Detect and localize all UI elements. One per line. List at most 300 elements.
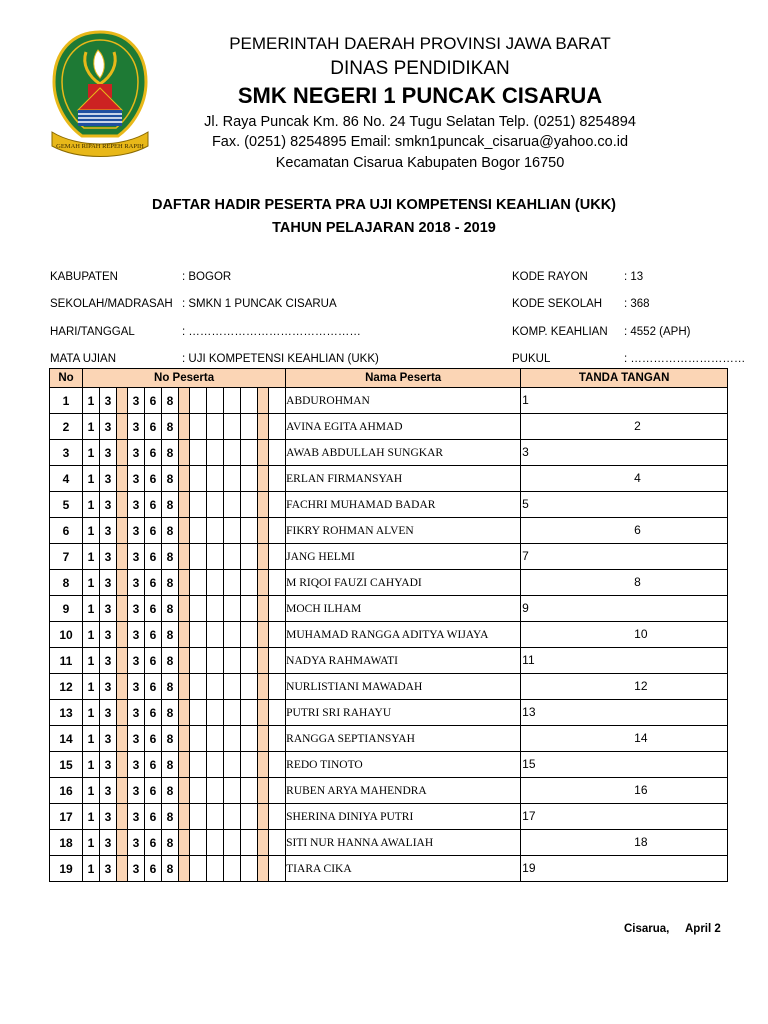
row-number: 18: [50, 830, 83, 856]
participant-number-digit: 3: [128, 440, 145, 466]
participant-number-digit: [179, 830, 190, 856]
participant-number-digit: [224, 648, 241, 674]
participant-number-digit: [179, 752, 190, 778]
participant-number-digit: [117, 440, 128, 466]
participant-number-digit: 3: [100, 830, 117, 856]
participant-number-digit: 6: [145, 388, 162, 414]
row-number: 3: [50, 440, 83, 466]
participant-number-digit: [190, 466, 207, 492]
participant-number-digit: 3: [100, 414, 117, 440]
participant-number-digit: [179, 518, 190, 544]
participant-number-digit: 1: [83, 752, 100, 778]
table-row: [50, 388, 728, 414]
participant-name: TIARA CIKA: [286, 856, 521, 882]
participant-number-digit: 6: [145, 830, 162, 856]
signature-number: 12: [634, 679, 648, 693]
participant-number-digit: 6: [145, 440, 162, 466]
participant-number-digit: 8: [162, 570, 179, 596]
provincial-emblem-logo: [48, 30, 152, 160]
participant-number-digit: [241, 700, 258, 726]
participant-number-digit: 6: [145, 700, 162, 726]
participant-number-digit: [190, 414, 207, 440]
participant-number-digit: [190, 726, 207, 752]
signature-cell[interactable]: [521, 726, 728, 752]
participant-number-digit: [190, 856, 207, 882]
row-number: 13: [50, 700, 83, 726]
table-row: [50, 648, 728, 674]
participant-number-digit: 8: [162, 830, 179, 856]
participant-number-digit: 8: [162, 726, 179, 752]
participant-number-digit: [190, 778, 207, 804]
row-number: 10: [50, 622, 83, 648]
document-subtitle: TAHUN PELAJARAN 2018 - 2019: [272, 220, 496, 236]
participant-number-digit: [207, 440, 224, 466]
table-row: [50, 622, 728, 648]
participant-number-digit: [207, 570, 224, 596]
participant-number-digit: [258, 622, 269, 648]
signature-number: 17: [522, 809, 536, 823]
participant-number-digit: [117, 778, 128, 804]
participant-number-digit: 8: [162, 752, 179, 778]
participant-number-digit: 1: [83, 830, 100, 856]
participant-number-digit: 3: [128, 570, 145, 596]
signature-cell[interactable]: [521, 518, 728, 544]
participant-number-digit: [224, 726, 241, 752]
participant-number-digit: 3: [128, 518, 145, 544]
participant-number-digit: 3: [128, 674, 145, 700]
table-row: [50, 544, 728, 570]
signature-cell[interactable]: [521, 570, 728, 596]
participant-number-digit: [179, 804, 190, 830]
participant-number-digit: [224, 752, 241, 778]
participant-number-digit: [241, 570, 258, 596]
header-address: Jl. Raya Puncak Km. 86 No. 24 Tugu Selatan Telp. (0251) 8254894: [204, 114, 636, 130]
participant-number-digit: 6: [145, 674, 162, 700]
participant-number-digit: [117, 752, 128, 778]
participant-name: NADYA RAHMAWATI: [286, 648, 521, 674]
participant-number-digit: [117, 544, 128, 570]
participant-number-digit: 3: [128, 388, 145, 414]
participant-number-digit: [207, 856, 224, 882]
participant-name: NURLISTIANI MAWADAH: [286, 674, 521, 700]
signature-number: 3: [522, 445, 529, 459]
participant-number-digit: [224, 466, 241, 492]
participant-number-digit: [117, 388, 128, 414]
participant-number-digit: [207, 622, 224, 648]
signature-cell[interactable]: [521, 414, 728, 440]
row-number: 14: [50, 726, 83, 752]
participant-number-digit: [207, 388, 224, 414]
participant-number-digit: [258, 596, 269, 622]
participant-number-digit: [241, 674, 258, 700]
participant-number-digit: [224, 596, 241, 622]
row-number: 17: [50, 804, 83, 830]
participant-number-digit: [269, 492, 286, 518]
participant-number-digit: 3: [100, 388, 117, 414]
signature-number: 18: [634, 835, 648, 849]
participant-number-digit: 3: [128, 700, 145, 726]
participant-number-digit: [179, 388, 190, 414]
participant-number-digit: [190, 804, 207, 830]
participant-number-digit: 3: [128, 830, 145, 856]
participant-number-digit: [241, 752, 258, 778]
logo-motto: GEMAH RIPAH REPEH RAPIH: [56, 143, 144, 150]
participant-number-digit: 8: [162, 856, 179, 882]
participant-number-digit: [224, 778, 241, 804]
participant-name: JANG HELMI: [286, 544, 521, 570]
participant-number-digit: 8: [162, 518, 179, 544]
participant-number-digit: 1: [83, 466, 100, 492]
signature-number: 10: [634, 627, 648, 641]
participant-number-digit: 3: [100, 752, 117, 778]
participant-number-digit: [190, 570, 207, 596]
signature-cell[interactable]: [521, 830, 728, 856]
signature-cell[interactable]: [521, 622, 728, 648]
participant-number-digit: [258, 726, 269, 752]
info-value-kode-rayon: : 13: [624, 271, 644, 283]
participant-number-digit: 6: [145, 492, 162, 518]
participant-number-digit: [117, 492, 128, 518]
participant-number-digit: [241, 544, 258, 570]
participant-number-digit: [224, 570, 241, 596]
info-label-hari-tanggal: HARI/TANGGAL: [50, 326, 135, 338]
row-number: 8: [50, 570, 83, 596]
participant-number-digit: 6: [145, 648, 162, 674]
table-row: [50, 778, 728, 804]
participant-number-digit: [258, 700, 269, 726]
row-number: 15: [50, 752, 83, 778]
participant-number-digit: [258, 492, 269, 518]
header-nama-peserta: Nama Peserta: [286, 369, 521, 388]
participant-number-digit: [179, 570, 190, 596]
participant-number-digit: 1: [83, 388, 100, 414]
participant-number-digit: 1: [83, 648, 100, 674]
participant-number-digit: 3: [100, 622, 117, 648]
participant-number-digit: [207, 726, 224, 752]
participant-number-digit: 1: [83, 440, 100, 466]
participant-number-digit: [207, 830, 224, 856]
info-label-sekolah: SEKOLAH/MADRASAH: [50, 298, 173, 310]
signature-number: 9: [522, 601, 529, 615]
info-value-sekolah: : SMKN 1 PUNCAK CISARUA: [182, 298, 337, 310]
participant-number-digit: [269, 648, 286, 674]
participant-number-digit: [258, 752, 269, 778]
participant-number-digit: 8: [162, 804, 179, 830]
info-value-komp-keahlian: : 4552 (APH): [624, 326, 691, 338]
table-row: [50, 726, 728, 752]
participant-number-digit: 8: [162, 596, 179, 622]
participant-number-digit: [241, 622, 258, 648]
participant-number-digit: [207, 674, 224, 700]
participant-number-digit: [241, 596, 258, 622]
participant-number-digit: [190, 544, 207, 570]
participant-number-digit: 6: [145, 622, 162, 648]
signature-cell[interactable]: [521, 674, 728, 700]
participant-number-digit: 8: [162, 466, 179, 492]
table-row: [50, 674, 728, 700]
participant-number-digit: [269, 778, 286, 804]
participant-name: ABDUROHMAN: [286, 388, 521, 414]
participant-number-digit: 3: [100, 596, 117, 622]
table-row: [50, 414, 728, 440]
row-number: 9: [50, 596, 83, 622]
header-school-name: SMK NEGERI 1 PUNCAK CISARUA: [237, 83, 603, 108]
participant-name: SHERINA DINIYA PUTRI: [286, 804, 521, 830]
signature-cell[interactable]: [521, 804, 728, 830]
participant-name: M RIQOI FAUZI CAHYADI: [286, 570, 521, 596]
table-row: [50, 518, 728, 544]
info-value-hari-tanggal: : ………………………………………: [182, 326, 361, 338]
participant-number-digit: 8: [162, 674, 179, 700]
participant-number-digit: 3: [100, 778, 117, 804]
table-row: [50, 830, 728, 856]
participant-number-digit: [241, 440, 258, 466]
participant-number-digit: [117, 700, 128, 726]
table-header-row: [50, 369, 728, 388]
signature-cell[interactable]: [521, 778, 728, 804]
participant-number-digit: [190, 674, 207, 700]
participant-number-digit: [258, 830, 269, 856]
info-value-pukul: : …………………………: [624, 353, 746, 365]
participant-number-digit: [258, 804, 269, 830]
participant-number-digit: [207, 544, 224, 570]
header-department-line: DINAS PENDIDIKAN: [330, 58, 510, 79]
info-value-kode-sekolah: : 368: [624, 298, 650, 310]
signature-number: 1: [522, 393, 529, 407]
participant-name: ERLAN FIRMANSYAH: [286, 466, 521, 492]
participant-number-digit: [207, 778, 224, 804]
participant-number-digit: [269, 856, 286, 882]
participant-number-digit: [258, 648, 269, 674]
header-contact: Fax. (0251) 8254895 Email: smkn1puncak_cisarua@yahoo.co.id: [211, 134, 629, 150]
signature-cell[interactable]: [521, 440, 728, 466]
participant-number-digit: [241, 648, 258, 674]
participant-number-digit: [179, 544, 190, 570]
participant-number-digit: 1: [83, 726, 100, 752]
participant-number-digit: 3: [128, 622, 145, 648]
participant-number-digit: 3: [100, 726, 117, 752]
participant-number-digit: 3: [128, 466, 145, 492]
header-no-peserta: No Peserta: [83, 369, 286, 388]
participant-number-digit: [117, 570, 128, 596]
participant-number-digit: [269, 570, 286, 596]
participant-number-digit: [179, 440, 190, 466]
participant-name: PUTRI SRI RAHAYU: [286, 700, 521, 726]
participant-number-digit: [241, 726, 258, 752]
participant-number-digit: 3: [100, 466, 117, 492]
participant-number-digit: 6: [145, 414, 162, 440]
participant-number-digit: [241, 518, 258, 544]
participant-number-digit: 6: [145, 570, 162, 596]
participant-number-digit: [207, 466, 224, 492]
participant-number-digit: [241, 778, 258, 804]
participant-number-digit: [241, 856, 258, 882]
signature-cell[interactable]: [521, 856, 728, 882]
participant-number-digit: 1: [83, 778, 100, 804]
signature-cell[interactable]: [521, 596, 728, 622]
signature-number: 13: [522, 705, 536, 719]
participant-number-digit: 6: [145, 518, 162, 544]
signature-number: 14: [634, 731, 648, 745]
row-number: 4: [50, 466, 83, 492]
participant-number-digit: [269, 830, 286, 856]
participant-number-digit: [258, 856, 269, 882]
participant-number-digit: [207, 700, 224, 726]
participant-number-digit: 3: [128, 544, 145, 570]
signature-number: 6: [634, 523, 641, 537]
participant-name: RANGGA SEPTIANSYAH: [286, 726, 521, 752]
participant-number-digit: [269, 440, 286, 466]
participant-number-digit: [241, 466, 258, 492]
row-number: 1: [50, 388, 83, 414]
participant-number-digit: [190, 700, 207, 726]
participant-number-digit: [224, 700, 241, 726]
participant-number-digit: [179, 466, 190, 492]
participant-number-digit: [190, 388, 207, 414]
participant-number-digit: 8: [162, 544, 179, 570]
participant-number-digit: [258, 570, 269, 596]
participant-number-digit: [190, 518, 207, 544]
header-tanda-tangan: TANDA TANGAN: [521, 369, 728, 388]
info-label-komp-keahlian: KOMP. KEAHLIAN: [512, 326, 608, 338]
participant-number-digit: 6: [145, 856, 162, 882]
participant-number-digit: [179, 726, 190, 752]
participant-number-digit: [117, 622, 128, 648]
participant-number-digit: 6: [145, 778, 162, 804]
participant-number-digit: 8: [162, 700, 179, 726]
participant-number-digit: [224, 674, 241, 700]
participant-name: FIKRY ROHMAN ALVEN: [286, 518, 521, 544]
table-row: [50, 752, 728, 778]
participant-number-digit: [190, 830, 207, 856]
participant-number-digit: 3: [100, 518, 117, 544]
participant-number-digit: 1: [83, 518, 100, 544]
participant-number-digit: 1: [83, 700, 100, 726]
signature-cell[interactable]: [521, 466, 728, 492]
attendance-table: [49, 368, 728, 882]
row-number: 12: [50, 674, 83, 700]
participant-number-digit: [207, 804, 224, 830]
participant-number-digit: 8: [162, 648, 179, 674]
participant-number-digit: [179, 674, 190, 700]
header-district: Kecamatan Cisarua Kabupaten Bogor 16750: [275, 155, 565, 171]
table-row: [50, 440, 728, 466]
signature-number: 7: [522, 549, 529, 563]
participant-number-digit: 3: [100, 544, 117, 570]
participant-name: FACHRI MUHAMAD BADAR: [286, 492, 521, 518]
participant-number-digit: [224, 622, 241, 648]
participant-number-digit: 3: [128, 726, 145, 752]
participant-name: REDO TINOTO: [286, 752, 521, 778]
participant-number-digit: [190, 492, 207, 518]
signature-cell[interactable]: [521, 492, 728, 518]
participant-number-digit: [207, 518, 224, 544]
participant-number-digit: [179, 622, 190, 648]
row-number: 6: [50, 518, 83, 544]
participant-number-digit: [241, 492, 258, 518]
participant-number-digit: [241, 388, 258, 414]
participant-name: AWAB ABDULLAH SUNGKAR: [286, 440, 521, 466]
participant-number-digit: [117, 726, 128, 752]
participant-number-digit: 3: [100, 440, 117, 466]
participant-number-digit: 8: [162, 622, 179, 648]
participant-number-digit: [269, 596, 286, 622]
participant-number-digit: 3: [100, 804, 117, 830]
participant-number-digit: [179, 700, 190, 726]
participant-number-digit: 3: [100, 674, 117, 700]
participant-number-digit: [190, 648, 207, 674]
signature-cell[interactable]: [521, 752, 728, 778]
participant-number-digit: 1: [83, 544, 100, 570]
info-label-mata-ujian: MATA UJIAN: [50, 353, 117, 365]
signature-cell[interactable]: [521, 700, 728, 726]
participant-number-digit: [117, 674, 128, 700]
participant-number-digit: [224, 518, 241, 544]
participant-number-digit: [207, 492, 224, 518]
participant-number-digit: [224, 414, 241, 440]
participant-number-digit: [224, 388, 241, 414]
participant-name: SITI NUR HANNA AWALIAH: [286, 830, 521, 856]
participant-number-digit: 8: [162, 778, 179, 804]
participant-number-digit: 1: [83, 622, 100, 648]
header-government-line: PEMERINTAH DAERAH PROVINSI JAWA BARAT: [229, 34, 611, 53]
participant-number-digit: [117, 414, 128, 440]
participant-name: MOCH ILHAM: [286, 596, 521, 622]
participant-number-digit: 8: [162, 492, 179, 518]
participant-number-digit: [179, 856, 190, 882]
participant-number-digit: [269, 752, 286, 778]
participant-number-digit: 1: [83, 674, 100, 700]
table-row: [50, 570, 728, 596]
participant-number-digit: 1: [83, 804, 100, 830]
participant-number-digit: [258, 518, 269, 544]
participant-number-digit: [207, 596, 224, 622]
participant-number-digit: 8: [162, 388, 179, 414]
signature-cell[interactable]: [521, 544, 728, 570]
participant-number-digit: [269, 518, 286, 544]
signature-number: 16: [634, 783, 648, 797]
signature-number: 15: [522, 757, 536, 771]
signature-number: 19: [522, 861, 536, 875]
signature-cell[interactable]: [521, 648, 728, 674]
participant-number-digit: [258, 388, 269, 414]
participant-number-digit: [241, 804, 258, 830]
participant-number-digit: [117, 466, 128, 492]
participant-number-digit: 1: [83, 414, 100, 440]
participant-number-digit: 1: [83, 856, 100, 882]
row-number: 7: [50, 544, 83, 570]
participant-number-digit: [179, 648, 190, 674]
row-number: 19: [50, 856, 83, 882]
participant-number-digit: [190, 596, 207, 622]
participant-number-digit: 3: [100, 700, 117, 726]
participant-number-digit: 3: [128, 414, 145, 440]
participant-number-digit: 3: [100, 856, 117, 882]
participant-number-digit: [258, 466, 269, 492]
participant-number-digit: [224, 830, 241, 856]
participant-number-digit: 3: [100, 648, 117, 674]
participant-number-digit: [224, 440, 241, 466]
participant-number-digit: [269, 622, 286, 648]
info-label-kode-sekolah: KODE SEKOLAH: [512, 298, 603, 310]
participant-number-digit: [179, 596, 190, 622]
signature-number: 8: [634, 575, 641, 589]
signature-cell[interactable]: [521, 388, 728, 414]
participant-number-digit: [179, 778, 190, 804]
row-number: 16: [50, 778, 83, 804]
participant-number-digit: [269, 414, 286, 440]
participant-number-digit: [117, 518, 128, 544]
